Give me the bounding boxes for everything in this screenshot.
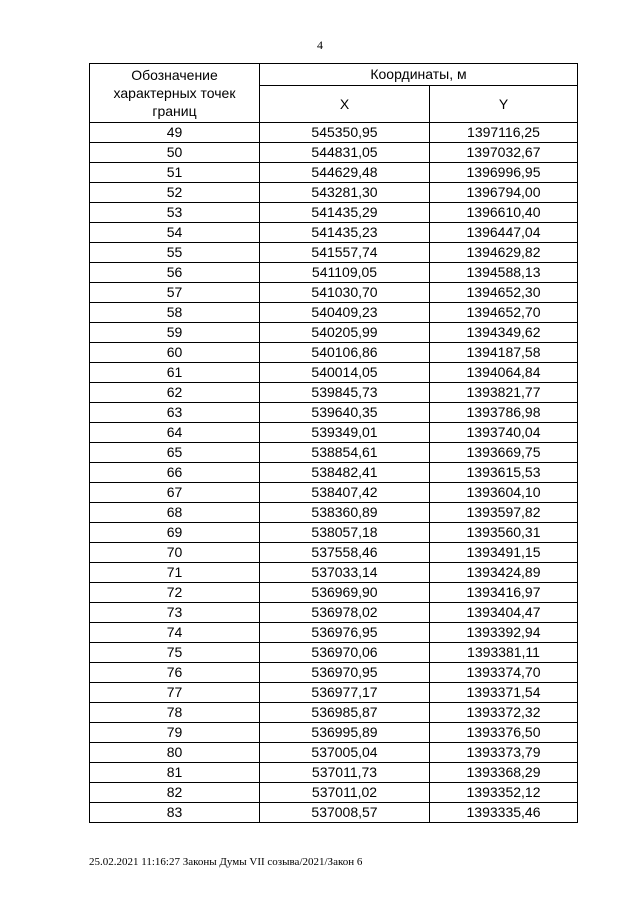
coord-y-cell: 1393786,98 <box>430 403 578 423</box>
coord-x-cell: 540014,05 <box>260 363 430 383</box>
table-row <box>90 763 578 783</box>
point-id-cell: 62 <box>90 383 260 403</box>
coord-x-cell: 541557,74 <box>260 243 430 263</box>
coord-y-cell: 1393381,11 <box>430 643 578 663</box>
point-id-cell: 83 <box>90 803 260 823</box>
table-row <box>90 463 578 483</box>
table-row <box>90 363 578 383</box>
coord-y-cell: 1393374,70 <box>430 663 578 683</box>
point-id-cell: 50 <box>90 143 260 163</box>
coord-y-cell: 1396610,40 <box>430 203 578 223</box>
coord-x-cell: 536970,06 <box>260 643 430 663</box>
point-id-cell: 68 <box>90 503 260 523</box>
point-id-cell: 59 <box>90 323 260 343</box>
coord-y-cell: 1394064,84 <box>430 363 578 383</box>
coord-x-cell: 540205,99 <box>260 323 430 343</box>
coord-x-cell: 538057,18 <box>260 523 430 543</box>
table-row <box>90 163 578 183</box>
point-id-cell: 65 <box>90 443 260 463</box>
table-row <box>90 683 578 703</box>
table-row <box>90 743 578 763</box>
coord-x-cell: 540106,86 <box>260 343 430 363</box>
coord-y-cell: 1393373,79 <box>430 743 578 763</box>
point-id-cell: 72 <box>90 583 260 603</box>
coord-y-cell: 1393669,75 <box>430 443 578 463</box>
point-id-cell: 61 <box>90 363 260 383</box>
coord-x-cell: 541109,05 <box>260 263 430 283</box>
coordinates-table <box>89 63 578 823</box>
table-row <box>90 583 578 603</box>
point-id-cell: 64 <box>90 423 260 443</box>
coord-y-cell: 1393416,97 <box>430 583 578 603</box>
coord-y-cell: 1393597,82 <box>430 503 578 523</box>
coord-y-cell: 1393392,94 <box>430 623 578 643</box>
table-row <box>90 183 578 203</box>
coord-x-cell: 538482,41 <box>260 463 430 483</box>
coord-y-cell: 1394588,13 <box>430 263 578 283</box>
coord-y-cell: 1393376,50 <box>430 723 578 743</box>
coord-y-cell: 1393424,89 <box>430 563 578 583</box>
point-id-cell: 56 <box>90 263 260 283</box>
coord-y-cell: 1396447,04 <box>430 223 578 243</box>
header-y: Y <box>430 86 578 123</box>
coord-x-cell: 540409,23 <box>260 303 430 323</box>
coord-x-cell: 536969,90 <box>260 583 430 603</box>
point-id-cell: 69 <box>90 523 260 543</box>
coord-y-cell: 1394652,30 <box>430 283 578 303</box>
point-id-cell: 67 <box>90 483 260 503</box>
point-id-cell: 55 <box>90 243 260 263</box>
table-row <box>90 803 578 823</box>
coord-x-cell: 539640,35 <box>260 403 430 423</box>
coord-x-cell: 544831,05 <box>260 143 430 163</box>
coord-x-cell: 536970,95 <box>260 663 430 683</box>
point-id-cell: 53 <box>90 203 260 223</box>
point-id-cell: 57 <box>90 283 260 303</box>
point-id-cell: 78 <box>90 703 260 723</box>
table-body <box>90 123 578 823</box>
point-id-cell: 74 <box>90 623 260 643</box>
point-id-cell: 52 <box>90 183 260 203</box>
point-id-cell: 80 <box>90 743 260 763</box>
coord-y-cell: 1393604,10 <box>430 483 578 503</box>
coord-x-cell: 545350,95 <box>260 123 430 143</box>
point-id-cell: 60 <box>90 343 260 363</box>
coord-x-cell: 538407,42 <box>260 483 430 503</box>
coord-x-cell: 539845,73 <box>260 383 430 403</box>
header-x: X <box>260 86 430 123</box>
coord-x-cell: 537011,02 <box>260 783 430 803</box>
table-row <box>90 123 578 143</box>
table-row <box>90 703 578 723</box>
coord-x-cell: 538360,89 <box>260 503 430 523</box>
table-header <box>90 64 578 123</box>
table-row <box>90 443 578 463</box>
coord-y-cell: 1393491,15 <box>430 543 578 563</box>
point-id-cell: 51 <box>90 163 260 183</box>
coord-y-cell: 1393352,12 <box>430 783 578 803</box>
point-id-cell: 54 <box>90 223 260 243</box>
coord-y-cell: 1394349,62 <box>430 323 578 343</box>
table-row <box>90 243 578 263</box>
coord-y-cell: 1397032,67 <box>430 143 578 163</box>
coord-x-cell: 536985,87 <box>260 703 430 723</box>
coord-y-cell: 1396996,95 <box>430 163 578 183</box>
coord-x-cell: 537008,57 <box>260 803 430 823</box>
coord-y-cell: 1393368,29 <box>430 763 578 783</box>
table-row <box>90 523 578 543</box>
header-designation: Обозначение характерных точек границ <box>90 64 260 123</box>
page-number: 4 <box>317 38 323 52</box>
coord-y-cell: 1393335,46 <box>430 803 578 823</box>
coord-y-cell: 1394629,82 <box>430 243 578 263</box>
coord-y-cell: 1393560,31 <box>430 523 578 543</box>
coord-x-cell: 537005,04 <box>260 743 430 763</box>
coord-x-cell: 536978,02 <box>260 603 430 623</box>
point-id-cell: 77 <box>90 683 260 703</box>
table-row <box>90 283 578 303</box>
table-row <box>90 203 578 223</box>
coord-x-cell: 541030,70 <box>260 283 430 303</box>
coord-y-cell: 1394187,58 <box>430 343 578 363</box>
coord-x-cell: 536977,17 <box>260 683 430 703</box>
table-row <box>90 143 578 163</box>
point-id-cell: 79 <box>90 723 260 743</box>
table-row <box>90 343 578 363</box>
coord-x-cell: 541435,29 <box>260 203 430 223</box>
table-row <box>90 303 578 323</box>
point-id-cell: 66 <box>90 463 260 483</box>
coord-x-cell: 537033,14 <box>260 563 430 583</box>
coord-x-cell: 539349,01 <box>260 423 430 443</box>
coord-x-cell: 537558,46 <box>260 543 430 563</box>
coord-y-cell: 1393615,53 <box>430 463 578 483</box>
table-row <box>90 643 578 663</box>
table-row <box>90 423 578 443</box>
table-row <box>90 403 578 423</box>
coord-y-cell: 1394652,70 <box>430 303 578 323</box>
point-id-cell: 76 <box>90 663 260 683</box>
table-row <box>90 323 578 343</box>
point-id-cell: 75 <box>90 643 260 663</box>
point-id-cell: 58 <box>90 303 260 323</box>
coord-y-cell: 1393371,54 <box>430 683 578 703</box>
table-row <box>90 263 578 283</box>
point-id-cell: 71 <box>90 563 260 583</box>
coord-x-cell: 536995,89 <box>260 723 430 743</box>
coord-x-cell: 544629,48 <box>260 163 430 183</box>
coord-y-cell: 1393372,32 <box>430 703 578 723</box>
header-coordinates: Координаты, м <box>260 64 578 86</box>
point-id-cell: 70 <box>90 543 260 563</box>
coord-y-cell: 1397116,25 <box>430 123 578 143</box>
table-row <box>90 563 578 583</box>
coord-y-cell: 1396794,00 <box>430 183 578 203</box>
table-row <box>90 723 578 743</box>
coord-x-cell: 538854,61 <box>260 443 430 463</box>
coord-x-cell: 541435,23 <box>260 223 430 243</box>
coord-y-cell: 1393821,77 <box>430 383 578 403</box>
table-row <box>90 603 578 623</box>
table-row <box>90 783 578 803</box>
footer-stamp: 25.02.2021 11:16:27 Законы Думы VII созыва/2021/Закон 6 <box>89 856 363 868</box>
point-id-cell: 49 <box>90 123 260 143</box>
point-id-cell: 82 <box>90 783 260 803</box>
point-id-cell: 73 <box>90 603 260 623</box>
coord-y-cell: 1393404,47 <box>430 603 578 623</box>
table-row <box>90 383 578 403</box>
table-row <box>90 663 578 683</box>
coord-x-cell: 543281,30 <box>260 183 430 203</box>
table-row <box>90 483 578 503</box>
coord-x-cell: 537011,73 <box>260 763 430 783</box>
table-row <box>90 503 578 523</box>
coord-x-cell: 536976,95 <box>260 623 430 643</box>
coord-y-cell: 1393740,04 <box>430 423 578 443</box>
point-id-cell: 81 <box>90 763 260 783</box>
point-id-cell: 63 <box>90 403 260 423</box>
table-row <box>90 623 578 643</box>
table-row <box>90 543 578 563</box>
table-row <box>90 223 578 243</box>
